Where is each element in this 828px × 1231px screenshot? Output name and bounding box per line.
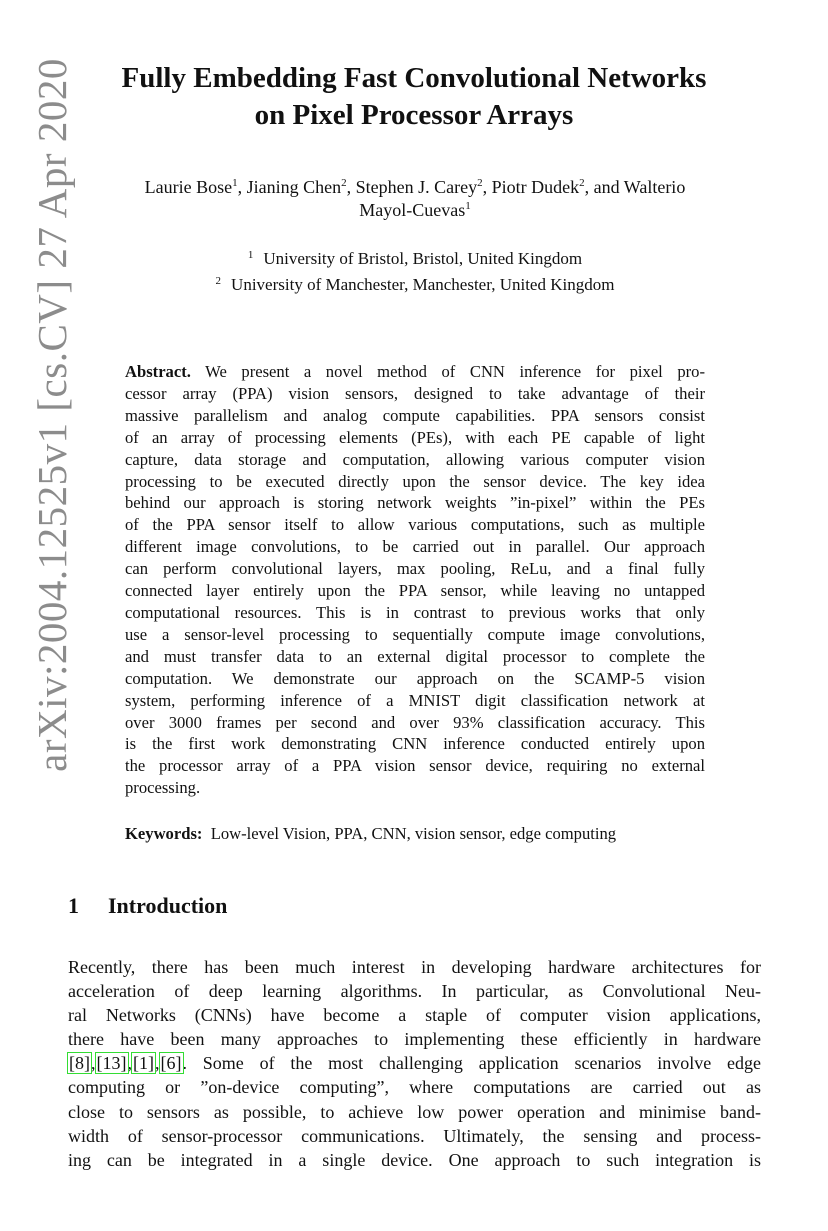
affiliation-number: 2 [215,275,222,287]
body-line: acceleration of deep learning algorithms. In particular, as Convolutional Neu- [68,981,761,1002]
citation-separator: , [91,1053,96,1074]
affiliation-text: University of Bristol, Bristol, United Kingdom [263,249,583,268]
affiliation-marker: 2 [477,177,483,189]
author-list [76,176,754,222]
abstract-line: of the PPA sensor itself to allow various computations, such as multiple [125,515,705,535]
author-name: , Piotr Dudek [482,177,580,197]
abstract-line: computational resources. This is in contrast to previous works that only [125,602,705,622]
abstract-line: processing. [125,778,201,798]
abstract-line: processing to be executed directly upon the sensor device. The key idea [125,471,705,491]
author-line-1 [76,176,754,199]
section-title: Introduction [108,893,228,918]
author-name: Laurie Bose [144,177,233,197]
abstract-line: cessor array (PPA) vision sensors, designed to take advantage of their [125,383,705,403]
author-name: , Jianing Chen [237,177,342,197]
abstract-line: of an array of processing elements (PEs), with each PE capable of light [125,427,705,447]
introduction-body [68,955,761,1172]
body-line: ing can be integrated in a single device. One approach to such integration is [68,1149,761,1170]
body-line: close to sensors as possible, to achieve low power operation and minimise band- [68,1101,761,1122]
citation-separator: , [155,1053,160,1074]
abstract-line: and must transfer data to an external digital processor to complete the [125,646,705,666]
body-line: width of sensor-processor communications. Ultimately, the sensing and process- [68,1125,761,1146]
title-line-2: on Pixel Processor Arrays [254,99,574,131]
body-line: computing or ”on-device computing”, where computations are carried out as [68,1077,761,1098]
affiliation-number: 1 [247,249,254,261]
section-heading [68,893,227,919]
abstract-line: use a sensor-level processing to sequentially compute image convolutions, [125,624,705,644]
body-line: ral Networks (CNNs) have become a staple of computer vision applications, [68,1005,761,1026]
author-name: Mayol-Cuevas [359,200,466,220]
citation-link[interactable]: [6] [160,1053,182,1074]
abstract-line: can perform convolutional layers, max pooling, ReLu, and a final fully [125,559,705,579]
keywords-label: Keywords: [125,824,203,843]
abstract-line: is the first work demonstrating CNN inference conducted entirely upon [125,734,705,754]
affiliation-row [76,244,754,270]
abstract-line: the processor array of a PPA vision sensor device, requiring no external [125,756,705,776]
citation-link[interactable]: [1] [133,1053,154,1074]
affiliation-marker: 1 [465,200,471,212]
abstract-line [125,361,705,383]
keywords [125,823,725,845]
body-text: . Some of the most challenging application scenarios involve edge [182,1053,761,1074]
author-line-2 [76,199,754,222]
abstract-line: computation. We demonstrate our approach on the SCAMP-5 vision [125,668,705,688]
abstract-line: different image convolutions, to be carried out in parallel. Our approach [125,537,705,557]
author-name: , Stephen J. Carey [346,177,478,197]
section-number: 1 [68,893,79,918]
abstract-text: We present a novel method of CNN inference for pixel pro- [205,362,705,381]
affiliation-marker: 1 [232,177,238,189]
abstract-line: massive parallelism and analog compute capabilities. PPA sensors consist [125,405,705,425]
abstract [125,361,705,799]
citation-link[interactable]: [13] [96,1053,127,1074]
affiliation-row [76,270,754,296]
keywords-text: Low-level Vision, PPA, CNN, vision sensor, edge computing [210,824,617,843]
title-line-1: Fully Embedding Fast Convolutional Networks [121,62,707,94]
citation-separator: , [127,1053,132,1074]
abstract-line: behind our approach is storing network weights ”in-pixel” within the PEs [125,493,705,513]
abstract-line: capture, data storage and computation, allowing various computer vision [125,449,705,469]
abstract-line: connected layer entirely upon the PPA sensor, while leaving no untapped [125,581,705,601]
body-line-with-citations [68,1051,761,1075]
author-name: , and Walterio [584,177,686,197]
abstract-line: over 3000 frames per second and over 93% classification accuracy. This [125,712,705,732]
affiliation-text: University of Manchester, Manchester, United Kingdom [231,275,615,294]
body-line: Recently, there has been much interest in developing hardware architectures for [68,957,761,977]
citation-link[interactable]: [8] [69,1053,90,1074]
affiliation-marker: 2 [579,177,585,189]
abstract-label: Abstract. [125,362,191,381]
paper-title [80,60,748,134]
body-line: there have been many approaches to implementing these efficiently in hardware [68,1029,761,1050]
affiliations [76,244,754,296]
arxiv-identifier-stamp: arXiv:2004.12525v1 [cs.CV] 27 Apr 2020 [29,58,75,772]
abstract-line: system, performing inference of a MNIST digit classification network at [125,690,705,710]
affiliation-marker: 2 [341,177,347,189]
